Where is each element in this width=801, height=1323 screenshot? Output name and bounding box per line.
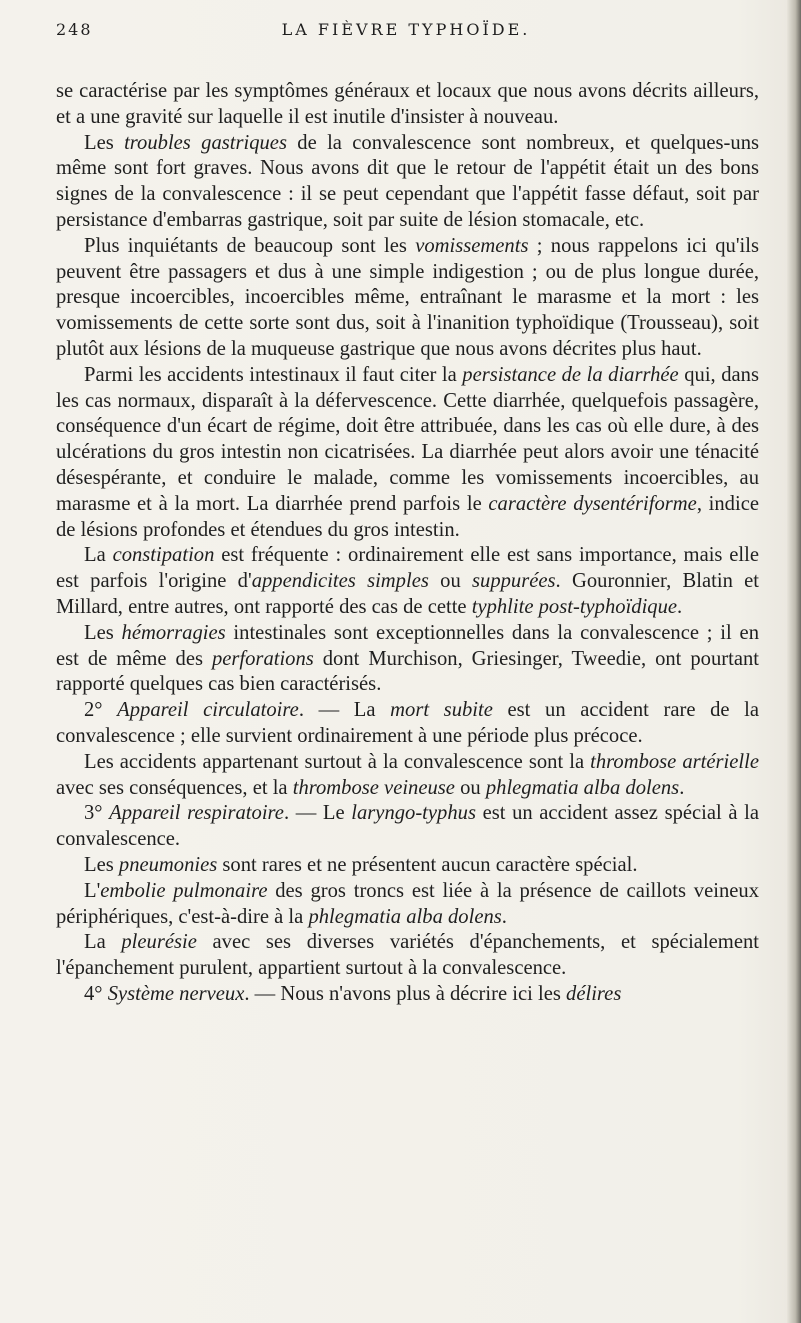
italic-term: hémorragies [121, 621, 226, 644]
text-run: est fréquente : ordinairement elle est sans importance, mais elle est parfois l'origine d' [56, 544, 759, 593]
italic-term: persistance de la diarrhée [462, 363, 679, 386]
italic-term: délires [566, 982, 622, 1005]
text-run: 3° [84, 802, 110, 825]
text-run: est un accident rare de la convalescence ; elle survient ordinairement à une période plus précoce. [56, 699, 760, 747]
text-run: Plus inquiétants de beaucoup sont les [84, 234, 416, 257]
page-edge-shadow [787, 0, 801, 1323]
text-run: de la convalescence sont nombreux, et quelques-uns même sont fort graves. Nous avons dit que le retour de l'appétit était un des bons signes de la convalescence : il se peut cependant que l'appétit fasse défaut, soit par persistance d'embarras gastrique, soit par suite de lésion stomacale, etc. [56, 131, 760, 231]
text-run: 4° [84, 982, 108, 1005]
italic-term: laryngo-typhus [351, 802, 476, 825]
running-title: LA FIÈVRE TYPHOÏDE. [281, 20, 531, 39]
italic-term: suppurées [472, 570, 556, 593]
italic-term: vomissements [415, 234, 529, 257]
paragraph [56, 853, 759, 879]
text-run: . — Le [283, 802, 352, 825]
italic-term: constipation [112, 544, 215, 567]
text-run: sont rares et ne présentent aucun caractère spécial. [217, 853, 638, 876]
paragraph [56, 930, 759, 982]
text-run: . — La [298, 699, 391, 722]
paragraph [56, 982, 759, 1008]
text-run: . [677, 595, 683, 618]
page-number: 248 [56, 20, 93, 39]
italic-term: pleurésie [121, 931, 197, 954]
italic-term: phlegmatia alba dolens [308, 905, 502, 928]
text-run: Les [84, 621, 122, 644]
italic-term: perforations [211, 647, 314, 670]
text-run: . — Nous n'avons plus à décrire ici les [244, 982, 567, 1005]
paragraph [56, 79, 759, 131]
text-run: avec ses diverses variétés d'épanchements, et spécialement l'épanchement purulent, appartient surtout à la convalescence. [56, 931, 759, 980]
paragraph [56, 801, 759, 853]
italic-term: appendicites simples [251, 570, 429, 593]
text-run: intestinales sont exceptionnelles dans la convalescence ; il en est de même des [56, 621, 759, 670]
paragraph [56, 621, 759, 698]
text-run: 2° [84, 699, 118, 722]
text-run: L' [84, 879, 101, 902]
italic-term: caractère dysentériforme [488, 492, 697, 515]
text-run: . [679, 776, 685, 799]
text-run: est un accident assez spécial à la convalescence. [56, 802, 759, 851]
italic-term: thrombose veineuse [292, 776, 455, 799]
text-run: se caractérise par les symptômes généraux et locaux que nous avons décrits ailleurs, et a une gravité sur laquelle il est inutile d'insister à nouveau. [56, 80, 759, 128]
italic-term: thrombose artérielle [590, 750, 760, 773]
italic-term: typhlite post-typhoïdique [471, 595, 678, 618]
text-run: Les accidents appartenant surtout à la convalescence sont la [84, 750, 591, 773]
paragraph [56, 543, 759, 620]
italic-term: embolie pulmonaire [100, 879, 268, 902]
paragraph [56, 750, 759, 802]
italic-term: troubles gastriques [124, 131, 287, 154]
paragraph [56, 879, 759, 931]
text-run: dont Murchison, Griesinger, Tweedie, ont pourtant rapporté quelques cas bien caractérisés. [56, 647, 759, 696]
text-run: . Gouronnier, Blatin et Millard, entre autres, ont rapporté des cas de cette [56, 570, 760, 618]
paragraph [56, 234, 759, 363]
text-run: des gros troncs est liée à la présence de caillots veineux périphériques, c'est-à-dire à la [56, 879, 760, 928]
running-header [56, 20, 756, 44]
italic-term: Appareil respiratoire [109, 802, 284, 825]
paragraph [56, 363, 759, 544]
body-text [56, 79, 759, 1008]
text-run: ou [428, 570, 473, 593]
text-run: . [501, 905, 507, 928]
text-run: , indice de lésions profondes et étendues du gros intestin. [56, 492, 759, 541]
italic-term: Système nerveux [107, 982, 245, 1005]
text-run: Les [84, 131, 125, 154]
text-run: ; nous rappelons ici qu'ils peuvent être passagers et dus à une simple indigestion ; ou de plus longue durée, presque incoercibles, incoercibles même, entraînant le marasme et la mort : les vomissements de cette sorte sont dus, soit à l'inanition typhoïdique (Trousseau), soit plutôt aux lésions de la muqueuse gastrique que nous avons décrites plus haut. [56, 234, 760, 360]
italic-term: pneumonies [118, 853, 218, 876]
text-run: Les [84, 853, 119, 876]
text-run: ou [454, 776, 486, 799]
italic-term: mort subite [390, 699, 493, 722]
text-run: Parmi les accidents intestinaux il faut citer la [84, 363, 463, 386]
italic-term: Appareil circulatoire [117, 699, 299, 722]
text-run: La [84, 544, 113, 567]
text-run: avec ses conséquences, et la [56, 776, 293, 799]
italic-term: phlegmatia alba dolens [485, 776, 680, 799]
paragraph [56, 698, 759, 750]
paragraph [56, 131, 759, 234]
text-run: qui, dans les cas normaux, disparaît à la défervescence. Cette diarrhée, quelquefois passagère, conséquence d'un écart de régime, doit être attribuée, dans les cas où elle dure, à des ulcérations du gros intestin non cicatrisées. La diarrhée peut alors avoir une ténacité désespérante, et conduire le malade, comme les vomissements incoercibles, au marasme et à la mort. La diarrhée prend parfois le [56, 363, 759, 515]
text-run: La [84, 931, 122, 954]
